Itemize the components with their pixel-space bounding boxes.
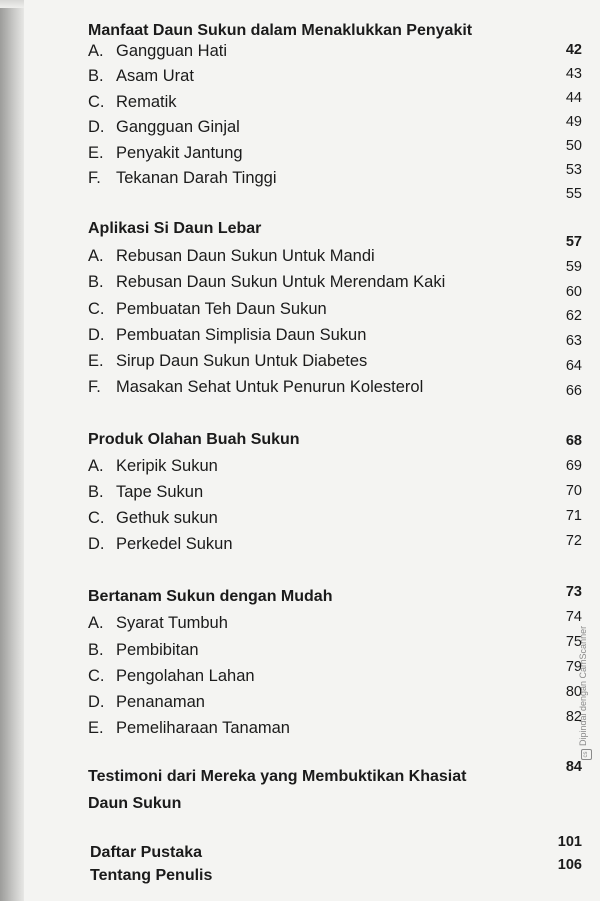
toc-item: D. Perkedel Sukun: [88, 535, 233, 553]
page-number: 80: [565, 684, 582, 700]
section-title-tentang-penulis: Tentang Penulis: [90, 867, 213, 884]
section-title-daftar-pustaka: Daftar Pustaka: [90, 844, 203, 861]
toc-item: A. Syarat Tumbuh: [88, 614, 228, 632]
toc-item: A. Keripik Sukun: [88, 457, 218, 475]
toc-item: B. Pembibitan: [88, 641, 199, 659]
toc-item: C. Gethuk sukun: [88, 509, 218, 527]
page-number: 49: [565, 114, 582, 130]
toc-page: [24, 0, 600, 901]
page-number: 72: [565, 533, 582, 549]
section-title-bertanam: Bertanam Sukun dengan Mudah: [88, 588, 333, 605]
page-number: 71: [565, 508, 582, 524]
camscanner-logo-icon: cs: [581, 749, 592, 760]
page-number: 63: [565, 333, 582, 349]
page-number: 79: [565, 659, 582, 675]
page-number: 66: [565, 383, 582, 399]
toc-item: A. Rebusan Daun Sukun Untuk Mandi: [88, 247, 375, 265]
page-number: 62: [565, 308, 582, 324]
section-title-testimoni-cont: Daun Sukun: [88, 795, 182, 812]
toc-item: B. Tape Sukun: [88, 483, 204, 501]
page-number: 74: [565, 609, 582, 625]
page-number: 101: [557, 834, 582, 850]
page-number: 43: [565, 66, 582, 82]
page-number: 50: [565, 138, 582, 154]
section-title-testimoni: Testimoni dari Mereka yang Membuktikan Khasiat: [88, 768, 467, 785]
toc-item: F. Tekanan Darah Tinggi: [88, 169, 277, 187]
toc-item: B. Rebusan Daun Sukun Untuk Merendam Kaki: [88, 273, 446, 291]
toc-item: C. Pengolahan Lahan: [88, 667, 255, 685]
page-number: 55: [565, 186, 582, 202]
toc-item: A. Gangguan Hati: [88, 42, 227, 60]
page-number: 42: [565, 42, 582, 58]
section-title-aplikasi: Aplikasi Si Daun Lebar: [88, 220, 262, 237]
book-spine-shadow: [0, 0, 24, 901]
toc-item: E. Penyakit Jantung: [88, 144, 243, 162]
page-number: 75: [565, 634, 582, 650]
section-title-produk: Produk Olahan Buah Sukun: [88, 431, 300, 448]
camscanner-watermark: csDipindai dengan CamScanner: [578, 626, 592, 760]
toc-item: C. Pembuatan Teh Daun Sukun: [88, 300, 327, 318]
page-number: 68: [565, 433, 582, 449]
toc-item: D. Gangguan Ginjal: [88, 118, 240, 136]
page-number: 70: [565, 483, 582, 499]
page-number: 73: [565, 584, 582, 600]
page-number: 57: [565, 234, 582, 250]
page-number: 82: [565, 709, 582, 725]
page-number-column: [24, 0, 582, 901]
page-number: 53: [565, 162, 582, 178]
page-number: 59: [565, 259, 582, 275]
toc-item: E. Pemeliharaan Tanaman: [88, 719, 290, 737]
page-number: 60: [565, 284, 582, 300]
page-number: 84: [565, 759, 582, 775]
section-title-manfaat: Manfaat Daun Sukun dalam Menaklukkan Penyakit: [88, 22, 473, 39]
toc-item: D. Penanaman: [88, 693, 205, 711]
toc-item: F. Masakan Sehat Untuk Penurun Kolesterol: [88, 378, 424, 396]
page-number: 106: [557, 857, 582, 873]
toc-item: E. Sirup Daun Sukun Untuk Diabetes: [88, 352, 368, 370]
toc-item: C. Rematik: [88, 93, 177, 111]
toc-item: D. Pembuatan Simplisia Daun Sukun: [88, 326, 367, 344]
toc-item: B. Asam Urat: [88, 67, 194, 85]
page-number: 44: [565, 90, 582, 106]
page-number: 69: [565, 458, 582, 474]
page-number: 64: [565, 358, 582, 374]
